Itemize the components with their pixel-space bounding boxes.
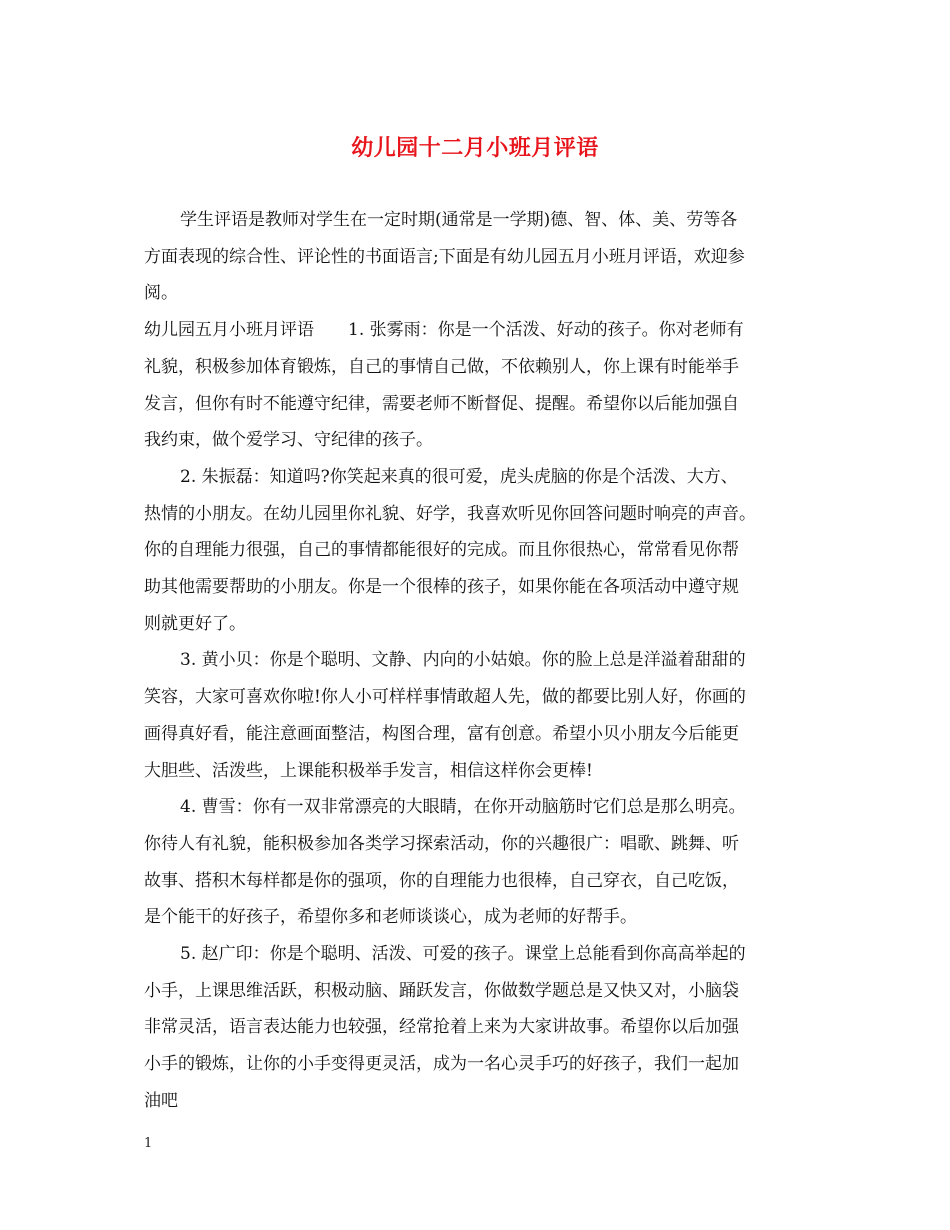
document-title: 幼儿园十二月小班月评语 — [351, 135, 599, 161]
body-line: 我约束，做个爱学习、守纪律的孩子。 — [144, 430, 433, 451]
body-line: 热情的小朋友。在幼儿园里你礼貌、好学，我喜欢听见你回答问题时响亮的声音。 — [144, 503, 756, 524]
body-line: 笑容，大家可喜欢你啦!你人小可样样事情敢超人先，做的都要比别人好，你画的 — [144, 687, 746, 708]
body-line: 学生评语是教师对学生在一定时期(通常是一学期)德、智、体、美、劳等各 — [180, 210, 738, 230]
body-line: 4. 曹雪：你有一双非常漂亮的大眼睛，在你开动脑筋时它们总是那么明亮。 — [180, 797, 746, 818]
body-line: 礼貌，积极参加体育锻炼，自己的事情自己做，不依赖别人，你上课有时能举手 — [144, 356, 739, 377]
body-line: 助其他需要帮助的小朋友。你是一个很棒的孩子，如果你能在各项活动中遵守规 — [144, 577, 739, 597]
body-line: 3. 黄小贝：你是个聪明、文静、内向的小姑娘。你的脸上总是洋溢着甜甜的 — [180, 650, 746, 671]
body-line: 你的自理能力很强，自己的事情都能很好的完成。而且你很热心，常常看见你帮 — [144, 540, 739, 561]
body-line: 故事、搭积木每样都是你的强项，你的自理能力也很棒，自己穿衣，自己吃饭， — [144, 870, 739, 891]
body-line: 发言，但你有时不能遵守纪律，需要老师不断督促、提醒。希望你以后能加强自 — [144, 393, 739, 414]
body-line: 幼儿园五月小班月评语 1. 张雾雨：你是一个活泼、好动的孩子。你对老师有 — [144, 320, 744, 341]
body-line: 阅。 — [144, 283, 178, 304]
body-line: 油吧 — [144, 1090, 178, 1111]
body-line: 小手，上课思维活跃，积极动脑、踊跃发言，你做数学题总是又快又对，小脑袋 — [144, 980, 739, 1001]
body-line: 5. 赵广印：你是个聪明、活泼、可爱的孩子。课堂上总能看到你高高举起的 — [180, 944, 746, 964]
body-line: 你待人有礼貌，能积极参加各类学习探索活动，你的兴趣很广：唱歌、跳舞、听 — [144, 833, 739, 854]
body-line: 则就更好了。 — [144, 613, 246, 634]
body-line: 小手的锻炼，让你的小手变得更灵活，成为一名心灵手巧的好孩子，我们一起加 — [144, 1054, 739, 1075]
body-line: 画得真好看，能注意画面整洁，构图合理，富有创意。希望小贝小朋友今后能更 — [144, 723, 739, 744]
body-line: 2. 朱振磊：知道吗?你笑起来真的很可爱，虎头虎脑的你是个活泼、大方、 — [180, 466, 738, 487]
body-line: 是个能干的好孩子，希望你多和老师谈谈心，成为老师的好帮手。 — [144, 907, 637, 928]
body-line: 方面表现的综合性、评论性的书面语言;下面是有幼儿园五月小班月评语，欢迎参 — [144, 246, 745, 267]
body-line: 非常灵活，语言表达能力也较强，经常抢着上来为大家讲故事。希望你以后加强 — [144, 1017, 739, 1038]
page-number: 1 — [144, 1136, 153, 1151]
body-line: 大胆些、活泼些，上课能积极举手发言，相信这样你会更棒! — [144, 760, 593, 781]
